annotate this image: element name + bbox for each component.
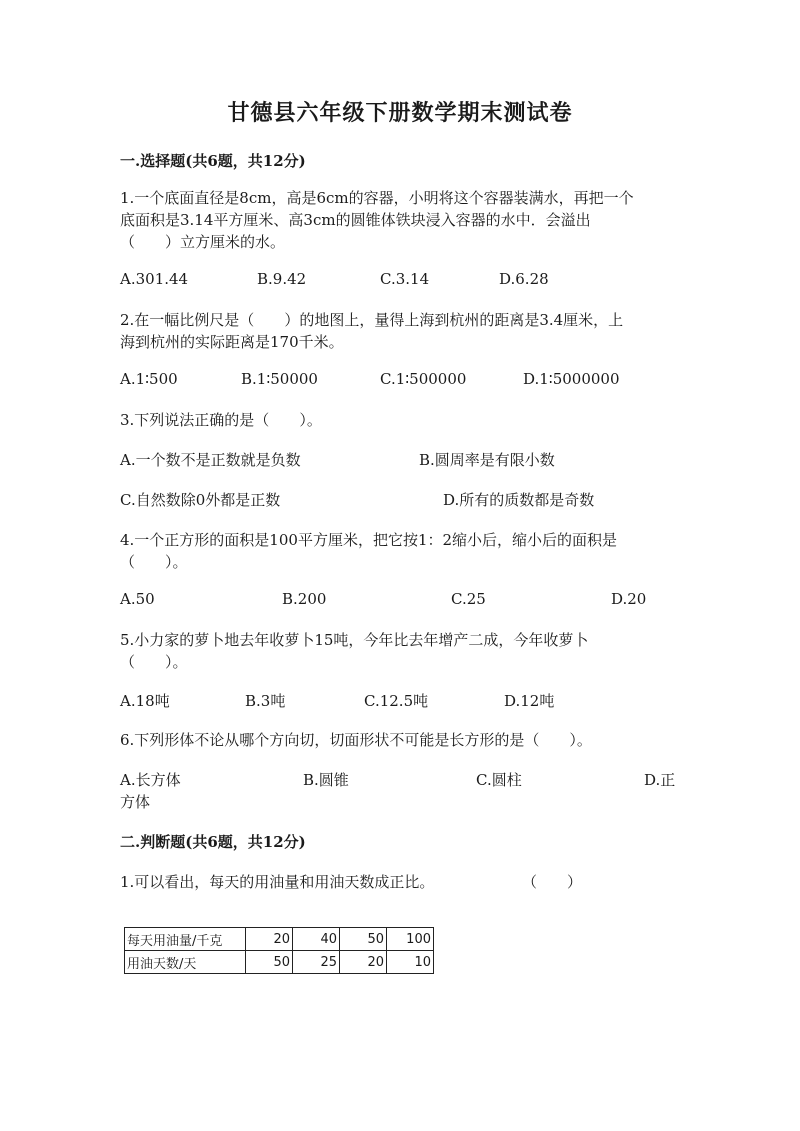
answer-blank: （ ） [522,873,583,891]
question-line: 2.在一幅比例尺是（ ）的地图上，量得上海到杭州的距离是3.4厘米，上 [120,311,624,329]
question-line: （ ）。 [120,653,188,671]
option-d: D.20 [611,590,647,608]
option-b: B.200 [282,590,327,608]
question-line: 4.一个正方形的面积是100平方厘米，把它按1：2缩小后，缩小后的面积是 [120,531,618,549]
question-line: （ ）立方厘米的水。 [120,233,286,251]
question-line: 3.下列说法正确的是（ ）。 [120,411,322,429]
option-a: A.一个数不是正数就是负数 [120,451,301,469]
option-b: B.圆锥 [303,771,349,789]
table-cell: 100 [387,928,434,951]
option-b: B.9.42 [257,270,307,288]
row-label: 用油天数/天 [125,951,246,974]
table-cell: 20 [340,951,387,974]
table-cell: 25 [293,951,340,974]
table-cell: 50 [246,951,293,974]
question-line: 6.下列形体不论从哪个方向切，切面形状不可能是长方形的是（ ）。 [120,731,592,749]
option-d: D.6.28 [499,270,549,288]
option-c: C.自然数除0外都是正数 [120,491,281,509]
table-cell: 20 [246,928,293,951]
option-a: A.301.44 [120,270,189,288]
table-cell: 10 [387,951,434,974]
option-b: B.圆周率是有限小数 [419,451,555,469]
table-row [125,928,434,951]
option-b: B.1∶50000 [241,370,318,388]
option-d: D.12吨 [504,692,555,710]
option-c: C.圆柱 [476,771,522,789]
option-c: C.12.5吨 [364,692,429,710]
option-a: A.50 [120,590,155,608]
option-b: B.3吨 [245,692,286,710]
option-a: A.18吨 [120,692,170,710]
question-line: 1.一个底面直径是8cm，高是6cm的容器，小明将这个容器装满水，再把一个 [120,189,634,207]
data-table [124,927,434,974]
question-line: 1.可以看出，每天的用油量和用油天数成正比。 [120,873,435,891]
option-c: C.25 [451,590,486,608]
option-a: A.1∶500 [120,370,178,388]
question-line: 底面积是3.14平方厘米、高3cm的圆锥体铁块浸入容器的水中．会溢出 [120,211,591,229]
question-line: 海到杭州的实际距离是170千米。 [120,333,344,351]
option-d-wrap: 方体 [120,793,151,811]
table-cell: 40 [293,928,340,951]
option-d: D.1∶5000000 [523,370,620,388]
section-heading-choice: 一.选择题(共6题，共12分) [120,152,306,170]
option-c: C.1∶500000 [380,370,467,388]
option-d: D.正 [644,771,676,789]
question-line: （ ）。 [120,553,188,571]
option-c: C.3.14 [380,270,430,288]
page-title: 甘德县六年级下册数学期末测试卷 [227,100,573,126]
row-label: 每天用油量/千克 [125,928,246,951]
table-row [125,951,434,974]
option-a: A.长方体 [120,771,181,789]
section-heading-judgment: 二.判断题(共6题，共12分) [120,833,306,851]
option-d: D.所有的质数都是奇数 [443,491,595,509]
question-line: 5.小力家的萝卜地去年收萝卜15吨，今年比去年增产二成，今年收萝卜 [120,631,589,649]
table-cell: 50 [340,928,387,951]
